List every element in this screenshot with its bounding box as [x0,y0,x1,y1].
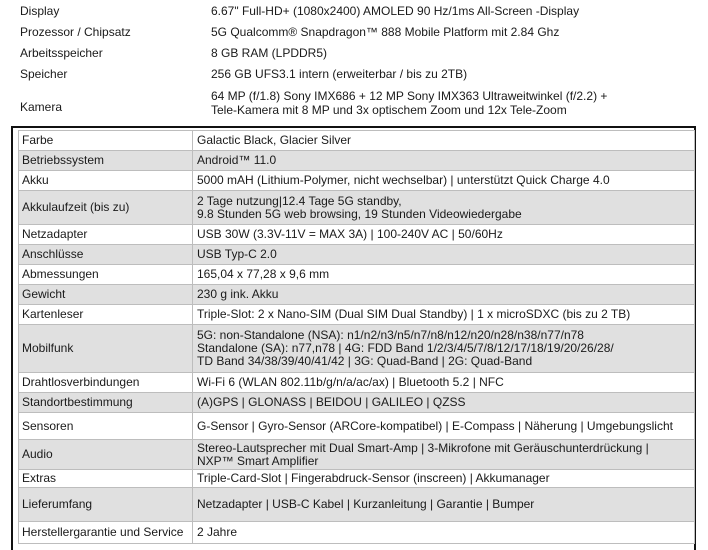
spec-value [193,285,695,305]
spec-value [193,488,695,522]
spec-value [211,63,708,84]
spec-row [19,393,695,413]
spec-value [193,470,695,488]
spec-value [193,440,695,470]
spec-value-line: G-Sensor | Gyro-Sensor (ARCore-kompatibel) | E-Compass | Näherung | Umgebungslicht [197,418,673,433]
spec-value [193,393,695,413]
spec-value-line: Triple-Slot: 2 x Nano-SIM (Dual SIM Dual Standby) | 1 x microSDXC (bis zu 2 TB) [197,307,631,321]
spec-value-line: 6.67" Full-HD+ (1080x2400) AMOLED 90 Hz/1ms All-Screen -Display [211,3,580,18]
spec-value [193,225,695,245]
spec-value-line: Wi-Fi 6 (WLAN 802.11b/g/n/a/ac/ax) | Bluetooth 5.2 | NFC [197,375,504,389]
spec-value [211,21,708,42]
spec-label: Kamera [20,100,63,114]
spec-label: Lieferumfang [19,488,193,522]
spec-value [193,325,695,373]
top-spec-row [0,84,708,122]
spec-label: Akkulaufzeit (bis zu) [19,191,193,225]
spec-value-line: Galactic Black, Glacier Silver [197,133,352,147]
spec-label: Farbe [19,131,193,151]
spec-label: Mobilfunk [19,325,193,373]
spec-value [193,373,695,393]
spec-label: Anschlüsse [19,245,193,265]
spec-row [19,305,695,325]
spec-row [19,522,695,544]
top-spec-row [0,63,708,84]
top-spec-row [0,42,708,63]
spec-label: Sensoren [19,413,193,440]
spec-value-line: Triple-Card-Slot | Fingerabdruck-Sensor (inscreen) | Akkumanager [197,471,550,485]
spec-label: Speicher [20,66,68,81]
spec-value [211,84,708,122]
spec-value-line: Android™ 11.0 [197,153,277,167]
spec-value-line: 9.8 Stunden 5G web browsing, 19 Stunden Videowiedergabe [197,206,522,221]
spec-row [19,373,695,393]
spec-value-line: Standalone (SA): n77,n78 | 4G: FDD Band 1/2/3/4/5/7/8/12/17/18/19/20/26/28/ [197,341,614,355]
spec-value-line: TD Band 34/38/39/40/41/42 | 3G: Quad-Band | 2G: Quad-Band [197,354,533,368]
spec-value [193,191,695,225]
top-spec-table [0,0,708,122]
spec-row [19,131,695,151]
spec-label: Arbeitsspeicher [20,45,103,60]
spec-value-line: 2 Tage nutzung|12.4 Tage 5G standby, [197,193,402,208]
spec-label: Kartenleser [19,305,193,325]
spec-row [19,171,695,191]
spec-value [193,305,695,325]
spec-row [19,191,695,225]
spec-row [19,488,695,522]
spec-value [193,171,695,191]
spec-label: Prozessor / Chipsatz [20,24,131,39]
spec-row [19,285,695,305]
spec-value [193,265,695,285]
spec-row [19,470,695,488]
spec-value-line: 230 g ink. Akku [197,287,279,301]
spec-row [19,245,695,265]
spec-row [19,325,695,373]
spec-value-line: 5G Qualcomm® Snapdragon™ 888 Mobile Platform mit 2.84 Ghz [211,24,560,39]
spec-label: Herstellergarantie und Service [19,522,193,544]
top-spec-row [0,0,708,21]
spec-value-line: Netzadapter | USB-C Kabel | Kurzanleitung | Garantie | Bumper [197,497,535,511]
spec-value-line: 5000 mAH (Lithium-Polymer, nicht wechselbar) | unterstützt Quick Charge 4.0 [197,173,610,187]
spec-value-line: (A)GPS | GLONASS | BEIDOU | GALILEO | QZSS [197,395,466,409]
spec-value-line: 8 GB RAM (LPDDR5) [211,45,328,60]
spec-value-line: Tele-Kamera mit 8 MP und 3x optischem Zoom und 12x Tele-Zoom [211,103,567,117]
spec-value-line: 165,04 x 77,28 x 9,6 mm [197,267,330,281]
spec-value-line: 5G: non-Standalone (NSA): n1/n2/n3/n5/n7/n8/n12/n20/n28/n38/n77/n78 [197,328,584,342]
spec-table [18,130,695,544]
spec-value [193,245,695,265]
spec-value-line: 256 GB UFS3.1 intern (erweiterbar / bis zu 2TB) [211,66,468,81]
spec-value-line: Stereo-Lautsprecher mit Dual Smart-Amp | 3-Mikrofone mit Geräuschunterdrückung | [197,440,649,455]
spec-value [193,522,695,544]
spec-value [193,131,695,151]
spec-row [19,413,695,440]
spec-label: Display [20,3,60,18]
spec-label: Extras [19,470,193,488]
spec-value-line: 64 MP (f/1.8) Sony IMX686 + 12 MP Sony IMX363 Ultraweitwinkel (f/2.2) + [211,89,608,103]
spec-row [19,225,695,245]
spec-value [193,413,695,440]
spec-value-line: 2 Jahre [197,525,238,539]
spec-row [19,440,695,470]
spec-row [19,151,695,171]
spec-value-line: NXP™ Smart Amplifier [197,453,319,468]
spec-label: Netzadapter [19,225,193,245]
spec-label: Akku [19,171,193,191]
spec-label: Abmessungen [19,265,193,285]
spec-value [211,42,708,63]
spec-table-frame [11,126,696,550]
spec-label: Gewicht [19,285,193,305]
spec-value [193,151,695,171]
spec-value [211,0,708,21]
top-spec-row [0,21,708,42]
spec-row [19,265,695,285]
spec-label: Audio [19,440,193,470]
spec-label: Drahtlosverbindungen [19,373,193,393]
spec-value-line: USB Typ-C 2.0 [197,247,277,261]
spec-label: Betriebssystem [19,151,193,171]
spec-label: Standortbestimmung [19,393,193,413]
spec-value-line: USB 30W (3.3V-11V = MAX 3A) | 100-240V AC | 50/60Hz [197,227,503,241]
